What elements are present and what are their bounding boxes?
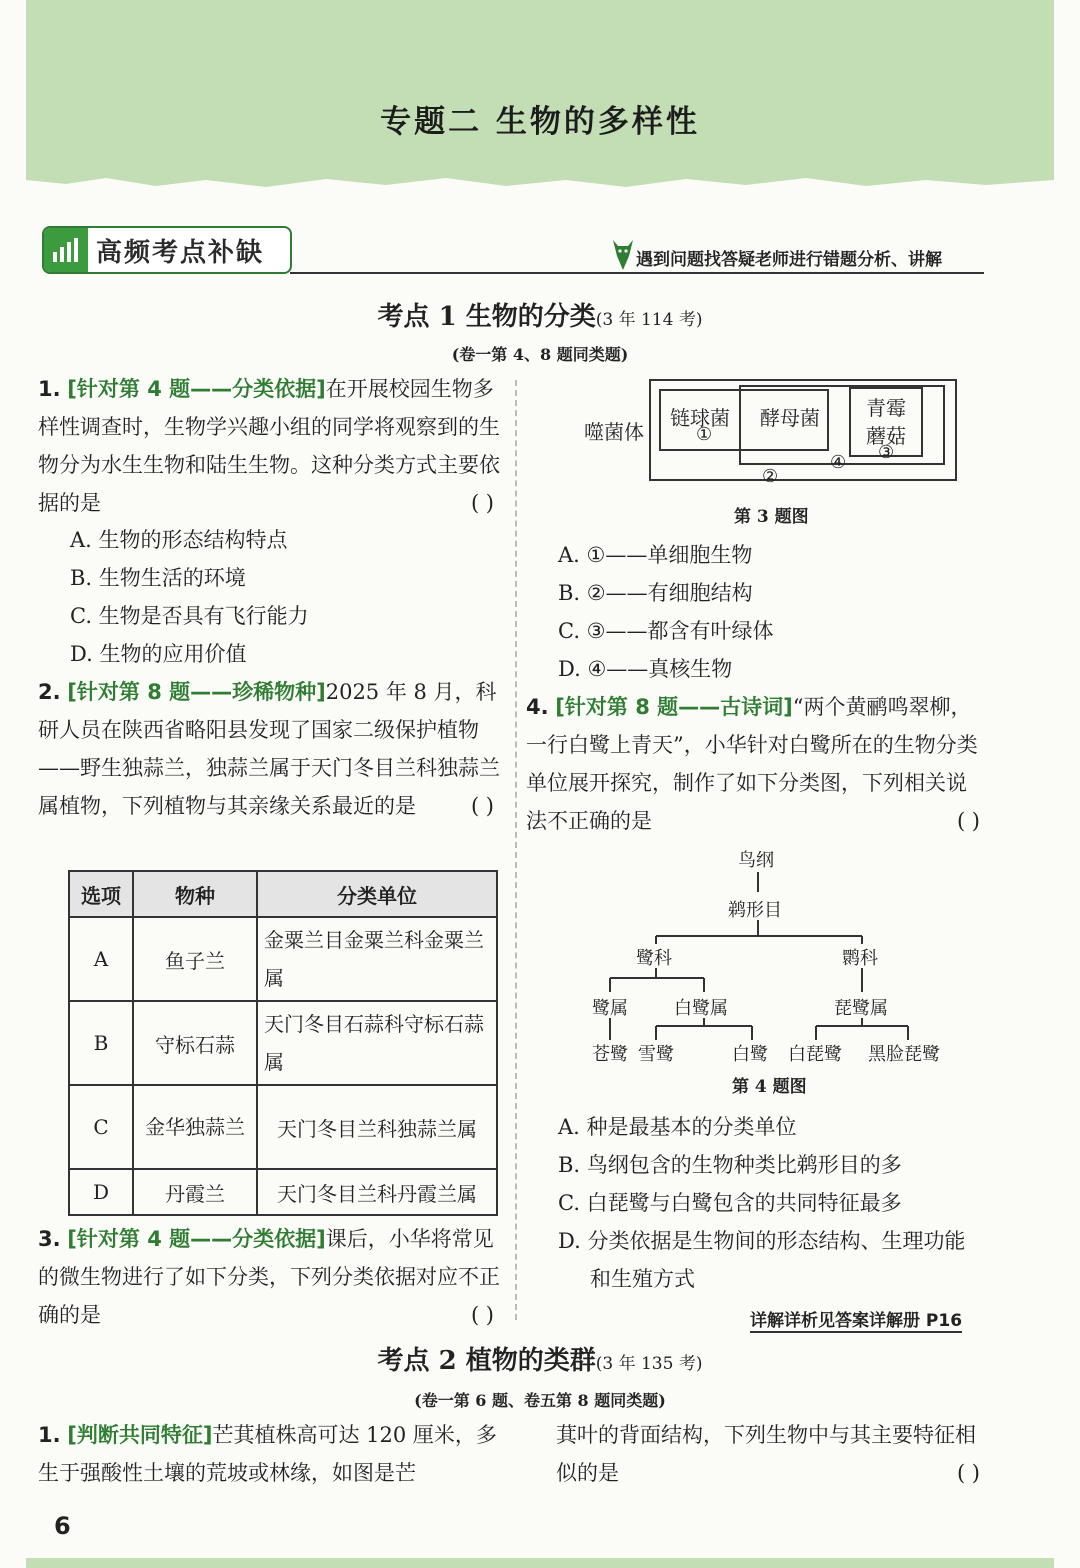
q4-option-b: B. 鸟纲包含的生物种类比鹈形目的多 — [558, 1153, 902, 1177]
question-tag: [判断共同特征] — [67, 1423, 213, 1447]
question-text: 2025 年 8 月，科研人员在陕西省略阳县发现了国家二级保护植物——野生独蒜兰，独蒜兰属于天门冬目兰科独蒜兰属植物，下列植物与其亲缘关系最近的是 — [38, 680, 500, 818]
table-header: 选项 — [69, 871, 133, 917]
label-phage: 噬菌体 — [584, 420, 644, 444]
mark-4: ④ — [830, 452, 847, 473]
page-title: 专题二 生物的多样性 — [380, 104, 700, 140]
kp2-title: 考点 2 植物的类群 — [377, 1346, 596, 1376]
help-note: 遇到问题找答疑老师进行错题分析、讲解 — [636, 250, 942, 270]
ox-mascot-icon — [610, 236, 636, 272]
question-1 — [38, 370, 500, 522]
kp1-title: 考点 1 生物的分类 — [377, 302, 596, 332]
table-row — [69, 1001, 497, 1085]
question-2 — [38, 673, 500, 825]
question-4 — [526, 688, 986, 840]
banner-torn-edge — [26, 160, 1054, 200]
question-tag: [针对第 4 题——分类依据] — [67, 1227, 326, 1251]
mark-2: ② — [762, 466, 779, 487]
table-cell: 鱼子兰 — [133, 917, 257, 1001]
node-genus-1: 鹭属 — [592, 998, 628, 1019]
question-text: 课后，小华将常见的微生物进行了如下分类，下列分类依据对应不正确的是 — [38, 1227, 500, 1327]
label-mushroom: 蘑菇 — [866, 424, 906, 448]
kp2-note: (卷一第 6 题、卷五第 8 题同类题) — [414, 1391, 666, 1410]
question-number: 3. — [38, 1227, 61, 1251]
question-tag: [针对第 8 题——珍稀物种] — [67, 680, 326, 704]
node-species: 雪鹭 — [638, 1044, 674, 1065]
figure-caption: 第 4 题图 — [732, 1077, 807, 1097]
table-cell: 丹霞兰 — [133, 1169, 257, 1215]
kp1-note: (卷一第 4、8 题同类题) — [451, 345, 629, 364]
kp1-heading — [0, 296, 1080, 333]
label-streptococcus: 链球菌 — [670, 406, 730, 430]
label-penicillium: 青霉 — [866, 396, 906, 420]
table-cell: 金粟兰目金粟兰科金粟兰属 — [257, 917, 497, 1001]
table-cell: D — [69, 1169, 133, 1215]
question-number: 4. — [526, 695, 549, 719]
table-header: 分类单位 — [257, 871, 497, 917]
header-rule — [290, 272, 984, 274]
question-tag: [针对第 8 题——古诗词] — [555, 695, 793, 719]
question-5-left — [38, 1416, 500, 1492]
question-text: 萁叶的背面结构，下列生物中与其主要特征相似的是 — [556, 1423, 976, 1485]
table-header: 物种 — [133, 871, 257, 917]
table-cell: A — [69, 917, 133, 1001]
node-genus-2: 白鹭属 — [674, 998, 728, 1019]
kp2-heading — [0, 1340, 1080, 1377]
table-cell: 金华独蒜兰 — [133, 1085, 257, 1169]
node-species: 黑脸琵鹭 — [868, 1044, 940, 1065]
label-yeast: 酵母菌 — [760, 406, 820, 430]
q1-option-b: B. 生物生活的环境 — [70, 566, 246, 590]
mark-3: ③ — [878, 442, 895, 463]
section-title: 高频考点补缺 — [96, 238, 265, 268]
node-family-2: 鹮科 — [842, 948, 878, 969]
kp2-count: (3 年 135 考) — [595, 1354, 703, 1374]
node-family-1: 鹭科 — [636, 948, 672, 969]
question-text: “两个黄鹂鸣翠柳，一行白鹭上青天”，小华针对白鹭所在的生物分类单位展开探究，制作了如下分类图，下列相关说法不正确的是 — [526, 695, 978, 833]
answer-blank: ( ) — [470, 491, 494, 515]
q3-option-c: C. ③——都含有叶绿体 — [558, 619, 774, 643]
answer-blank: ( ) — [470, 1303, 494, 1327]
table-cell: 守标石蒜 — [133, 1001, 257, 1085]
answer-blank: ( ) — [956, 809, 980, 833]
question-number: 2. — [38, 680, 61, 704]
node-genus-3: 琵鹭属 — [834, 998, 888, 1019]
classification-table — [68, 870, 498, 1216]
q4-option-c: C. 白琵鹭与白鹭包含的共同特征最多 — [558, 1191, 902, 1215]
question-text: 在开展校园生物多样性调查时，生物学兴趣小组的同学将观察到的生物分为水生生物和陆生生物。这种分类方式主要依据的是 — [38, 377, 500, 515]
question-3 — [38, 1220, 500, 1334]
footer-bar — [26, 1558, 1054, 1568]
figure-caption: 第 3 题图 — [734, 507, 809, 527]
answer-blank: ( ) — [956, 1461, 980, 1485]
table-cell: 天门冬目兰科独蒜兰属 — [257, 1085, 497, 1169]
table-row — [69, 1169, 497, 1215]
node-species: 白琵鹭 — [788, 1044, 842, 1065]
node-order: 鹈形目 — [728, 900, 782, 921]
q1-option-c: C. 生物是否具有飞行能力 — [70, 604, 309, 628]
answer-reference: 详解详析见答案详解册 P16 — [750, 1306, 962, 1333]
q3-option-d: D. ④——真核生物 — [558, 657, 733, 681]
node-class: 鸟纲 — [738, 850, 774, 871]
q3-option-a: A. ①——单细胞生物 — [558, 543, 753, 567]
question-5-right — [556, 1416, 986, 1492]
node-species: 白鹭 — [732, 1044, 768, 1065]
mark-1: ① — [696, 424, 713, 445]
table-cell: B — [69, 1001, 133, 1085]
q1-option-a: A. 生物的形态结构特点 — [70, 528, 288, 552]
page-number: 6 — [54, 1512, 71, 1540]
table-row — [69, 1085, 497, 1169]
answer-blank: ( ) — [470, 794, 494, 818]
question-tag: [针对第 4 题——分类依据] — [67, 377, 326, 401]
q4-option-d-cont: 和生殖方式 — [590, 1267, 695, 1291]
q1-option-d: D. 生物的应用价值 — [70, 642, 247, 666]
bar-chart-icon — [44, 228, 88, 272]
q4-option-d: D. 分类依据是生物间的形态结构、生理功能 — [558, 1229, 966, 1253]
question-number: 1. — [38, 1423, 61, 1447]
table-cell: 天门冬目石蒜科守标石蒜属 — [257, 1001, 497, 1085]
question-text: 芒萁植株高可达 120 厘米，多生于强酸性土壤的荒坡或林缘，如图是芒 — [38, 1423, 497, 1485]
table-cell: 天门冬目兰科丹霞兰属 — [257, 1169, 497, 1215]
table-row — [69, 917, 497, 1001]
column-divider — [515, 380, 517, 1320]
node-species: 苍鹭 — [592, 1044, 628, 1065]
q4-option-a: A. 种是最基本的分类单位 — [558, 1115, 797, 1139]
question-number: 1. — [38, 377, 61, 401]
table-header-row — [69, 871, 497, 917]
table-cell: C — [69, 1085, 133, 1169]
kp1-count: (3 年 114 考) — [595, 310, 703, 330]
q3-option-b: B. ②——有细胞结构 — [558, 581, 753, 605]
